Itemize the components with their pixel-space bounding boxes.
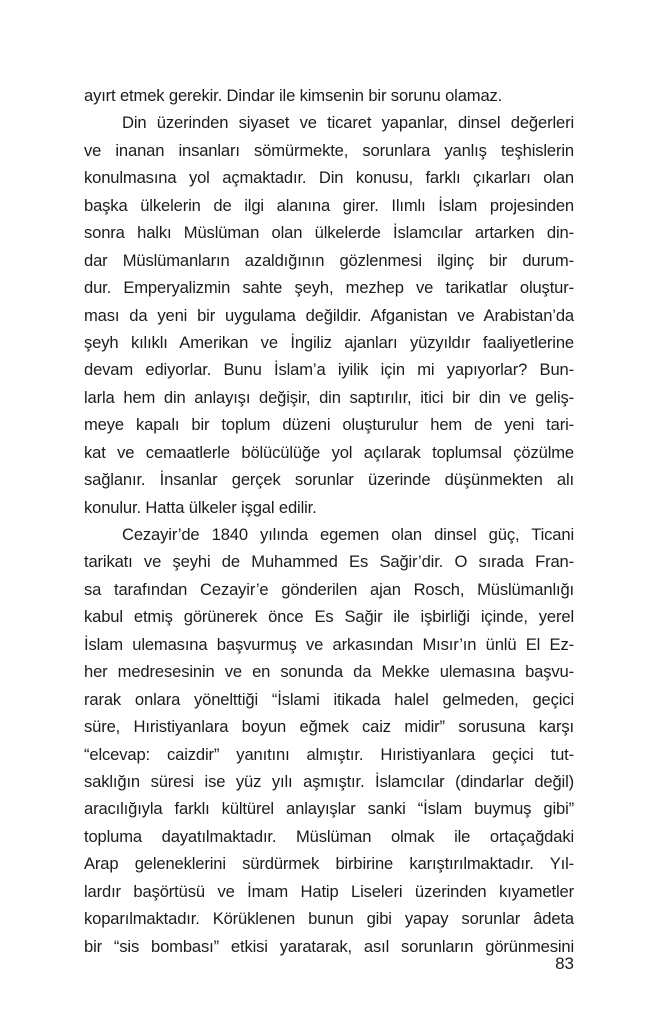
text-line: sağlanır. İnsanlar gerçek sorunlar üzerinde düşünmekten alı [84, 470, 574, 490]
text-line: kabul etmiş görünerek önce Es Sağir ile işbirliği içinde, yerel [84, 607, 574, 627]
text-line: saklığın süresi ise yüz yılı aşmıştır. İslamcılar (dindarlar değil) [84, 771, 574, 791]
text-line: aracılığıyla farklı kültürel anlayışlar sanki “İslam buymuş gibi” [84, 799, 574, 819]
text-line: dur. Emperyalizmin sahte şeyh, mezhep ve tarikatlar oluştur- [84, 278, 574, 298]
text-line: koparılmaktadır. Körüklenen bunun gibi yapay sorunlar âdeta [84, 909, 574, 929]
text-line: Din üzerinden siyaset ve ticaret yapanlar, dinsel değerleri [122, 113, 574, 133]
body-text [84, 82, 574, 960]
text-line: sonra halkı Müslüman olan ülkelerde İslamcılar artarken din- [84, 223, 574, 243]
text-line: Cezayir’de 1840 yılında egemen olan dinsel güç, Ticani [122, 525, 574, 544]
text-line: başka ülkelerin de ilgi alanına girer. Ilımlı İslam projesinden [84, 195, 574, 215]
paragraph [84, 109, 574, 521]
text-line: İslam ulemasına başvurmuş ve arkasından Mısır’ın ünlü El Ez- [84, 634, 574, 654]
text-line: her medresesinin ve en sonunda da Mekke ulemasına başvu- [84, 662, 574, 682]
text-line: Arap geleneklerini sürdürmek birbirine karıştırılmaktadır. Yıl- [84, 854, 574, 874]
text-line: bir “sis bombası” etkisi yaratarak, asıl sorunların görünmesini [84, 936, 574, 956]
text-line: ve inanan insanları sömürmekte, sorunlara yanlış teşhislerin [84, 140, 574, 160]
text-line: ması da yeni bir uygulama değildir. Afganistan ve Arabistan’da [84, 305, 574, 325]
text-line: rarak onlara yönelttiği “İslami itikada halel gelmeden, geçici [84, 689, 574, 709]
text-line: lardır başörtüsü ve İmam Hatip Liseleri üzerinden kıyametler [84, 881, 574, 901]
text-line: dar Müslümanların azaldığının gözlenmesi ilginç bir durum- [84, 250, 574, 270]
text-line: sa tarafından Cezayir’e gönderilen ajan Rosch, Müslümanlığı [84, 579, 574, 599]
text-line: topluma dayatılmaktadır. Müslüman olmak ile ortaçağdaki [84, 826, 574, 846]
paragraph [84, 521, 574, 960]
text-line: larla hem din anlayışı değişir, din saptırılır, itici bir din ve geliş- [84, 387, 574, 407]
text-line: kat ve cemaatlerle bölücülüğe yol açılarak toplumsal çözülme [84, 442, 574, 462]
text-line: konulmasına yol açmaktadır. Din konusu, farklı çıkarları olan [84, 168, 574, 188]
text-line: şeyh kılıklı Amerikan ve İngiliz ajanları yüzyıldır faaliyetlerine [84, 332, 574, 352]
text-line: konulur. Hatta ülkeler işgal edilir. [84, 497, 317, 517]
text-line: ayırt etmek gerekir. Dindar ile kimsenin bir sorunu olamaz. [84, 86, 503, 105]
text-line: “elcevap: caizdir” yanıtını almıştır. Hıristiyanlara geçici tut- [84, 744, 574, 764]
page-number: 83 [555, 954, 574, 973]
paragraph [84, 82, 574, 109]
text-line: süre, Hıristiyanlara boyun eğmek caiz midir” sorusuna karşı [84, 717, 574, 737]
text-line: devam ediyorlar. Bunu İslam’a iyilik için mi yapıyorlar? Bun- [84, 360, 574, 380]
text-line: meye kapalı bir toplum düzeni oluşturulur hem de yeni tari- [84, 415, 574, 435]
text-line: tarikatı ve şeyhi de Muhammed Es Sağir’dir. O sırada Fran- [84, 552, 574, 572]
